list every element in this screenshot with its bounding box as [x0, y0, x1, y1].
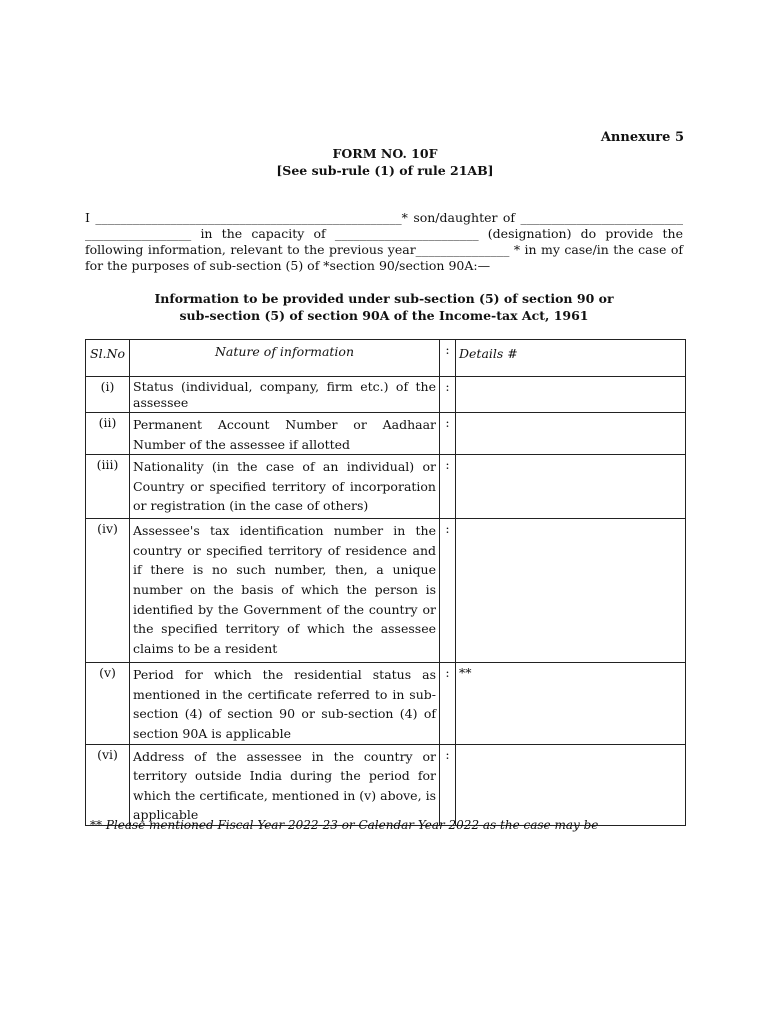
section-heading-line-2: sub-section (5) of section 90A of the Income-tax Act, 1961: [179, 308, 589, 323]
row-sl: (v): [86, 663, 130, 744]
row-details-field[interactable]: [456, 377, 686, 413]
row-colon: :: [440, 455, 456, 519]
section-heading: [85, 290, 683, 324]
table-header-row: [86, 340, 686, 377]
row-colon: :: [440, 377, 456, 413]
footnote: ** Please mentioned Fiscal Year 2022-23 or Calendar Year 2022 as the case may be: [90, 818, 599, 832]
table-row: [86, 663, 686, 744]
table-row: [86, 455, 686, 519]
row-colon: :: [440, 744, 456, 825]
table-row: [86, 377, 686, 413]
row-details-field[interactable]: [456, 519, 686, 663]
row-colon: :: [440, 413, 456, 455]
row-nature: Permanent Account Number or Aadhaar Number of the assessee if allotted: [130, 413, 440, 455]
form-subrule: [See sub-rule (1) of rule 21AB]: [276, 163, 494, 178]
row-details-field[interactable]: [456, 744, 686, 825]
row-colon: :: [440, 519, 456, 663]
row-sl: (iv): [86, 519, 130, 663]
row-details-field[interactable]: [456, 455, 686, 519]
row-nature: Status (individual, company, firm etc.) of the assessee: [130, 377, 440, 413]
table-row: [86, 519, 686, 663]
header-colon: :: [440, 340, 456, 377]
row-details-field[interactable]: **: [456, 663, 686, 744]
row-nature: Assessee's tax identification number in the country or specified territory of residence and if there is no such number, then, a unique number on the basis of which the person is identified by the Government of the country or the specified territory of which the assessee claims to be a resident: [130, 519, 440, 663]
section-heading-line-1: Information to be provided under sub-section (5) of section 90 or: [154, 291, 614, 306]
header-details: Details #: [456, 340, 686, 377]
header-nature: Nature of information: [130, 340, 440, 377]
information-table: [85, 339, 686, 826]
annexure-label: Annexure 5: [600, 130, 684, 145]
declaration-paragraph: I _________________________________________________* son/daughter of __________________________ _________________ in the capacity of _______________________ (designation) do provide the following information, relevant to the previous year_______________ * in my case/in the case of for the purposes of sub-section (5) of *section 90/section 90A:—: [85, 210, 683, 273]
row-sl: (iii): [86, 455, 130, 519]
row-nature: Period for which the residential status as mentioned in the certificate referred to in sub-section (4) of section 90 or sub-section (4) of section 90A is applicable: [130, 663, 440, 744]
row-sl: (vi): [86, 744, 130, 825]
row-nature: Address of the assessee in the country or territory outside India during the period for which the certificate, mentioned in (v) above, is applicable: [130, 744, 440, 825]
header-sl-no: Sl.No: [86, 340, 130, 377]
form-title: FORM NO. 10F: [332, 146, 438, 161]
row-colon: :: [440, 663, 456, 744]
row-details-field[interactable]: [456, 413, 686, 455]
row-sl: (ii): [86, 413, 130, 455]
table-row: [86, 744, 686, 825]
row-sl: (i): [86, 377, 130, 413]
table-row: [86, 413, 686, 455]
row-nature: Nationality (in the case of an individual) or Country or specified territory of incorporation or registration (in the case of others): [130, 455, 440, 519]
